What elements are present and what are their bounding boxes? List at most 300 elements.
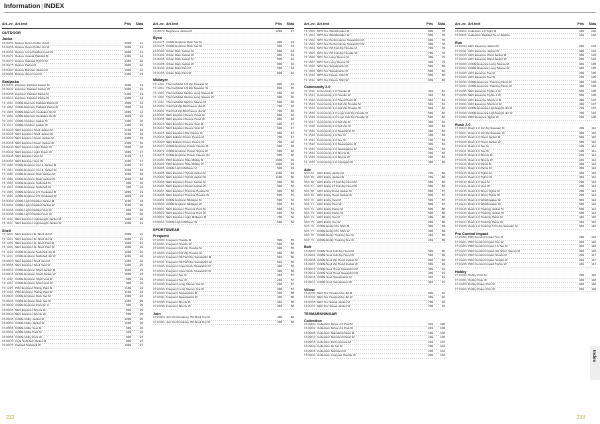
page-ref: 110 [591,126,596,131]
article-number: TF 1096 [2,194,13,199]
page-ref: 92 [441,295,445,300]
article-number: 1516405 [153,113,165,118]
article-text: Community 2.0 Hoodie M [317,89,351,93]
article-text: Frequent Long Sleeve Tee W [166,287,204,291]
article-text: Community 2.0 Sweatshirt M [317,129,355,133]
article-number: FT19031 [455,84,467,89]
price: 1299 [124,254,131,259]
article-text: CORE Explorer 2.5 Insulated M [15,190,57,194]
article-text: CORE Explorer Rain Set M [15,295,51,299]
article-number: 1516501 [153,206,165,211]
article-number: 1516195 [153,70,165,75]
article-number: 1516545 [2,316,14,321]
article-number: TF 1524 [304,106,315,111]
price: 1299 [124,172,131,177]
article-text: CORE Utility Jacket M [15,317,45,321]
article-number: FT19111 [455,148,467,153]
page-ref: 22 [139,249,143,254]
price: 1699 [124,145,131,150]
section-heading: Rush 2.0 [455,122,471,127]
article-text: CORE Explorer Shell Jacket M [15,268,56,272]
price: 599 [428,115,433,120]
header-price: Pris [577,22,584,26]
page-ref: 55 [290,250,294,255]
page-ref: 105 [591,70,596,75]
article-number: TF 1530 [304,133,315,138]
header-art-nr: Art.-nr. [455,22,467,26]
article-text: Collection Standard Panel W [317,336,355,340]
article-number: FT19026 [455,75,467,80]
section-heading: Shell [2,228,11,233]
price: 399 [579,97,584,102]
column-header-rule [2,28,143,29]
article-number: TF 1503 [304,41,315,46]
article-number: FT19150 [455,215,467,220]
price: 299 [579,75,584,80]
page-ref: 56 [290,255,294,260]
price: 699 [277,246,282,251]
article-text: CORE Explorer Softshell Jkt M [15,250,56,254]
page-ref: 20 [139,203,143,208]
article-text: NPV Tec HZ Full Zip Hoodie M [317,47,357,51]
page-ref: 26 [139,325,143,330]
page-ref: 84 [441,142,445,147]
column-header [304,14,445,27]
page-ref: 106 [591,84,596,89]
price: 599 [428,110,433,115]
article-text: Rush 2.0 Shorts M [468,154,493,158]
page-ref: 91 [441,275,445,280]
article-number: 1516575 [2,343,14,348]
page-ref: 110 [591,135,596,140]
page-ref: 55 [290,237,294,242]
column-header [153,14,294,27]
article-text: Rush 2.0 Windbreaker W [468,203,501,207]
page-ref: 57 [290,282,294,287]
page-ref: 80 [441,68,445,73]
page-ref: 13 [139,71,143,76]
article-number: FT18005 [153,246,165,251]
page-ref: 24 [139,289,143,294]
price: 1899 [124,189,131,194]
header-page: Sida [135,22,143,26]
price: 349 [277,304,282,309]
index-row [2,344,143,348]
article-text: CORE Soul Zip Hood Jacket W [317,263,358,267]
price: 349 [579,170,584,175]
article-number: TF 1522 [304,97,315,102]
article-text: CORE Explorer Shell Vest M [15,277,53,281]
article-text: CORE Element Insulated Jkt W [15,115,56,119]
page-ref: 92 [441,290,445,295]
page-ref: 83 [441,128,445,133]
page-ref: 111 [591,144,596,149]
price: 999 [277,193,282,198]
page-ref: 107 [591,106,596,111]
article-number: 1516482 [153,162,165,167]
article-number: FT19045 [455,106,467,111]
article-number: 1516488 [153,170,165,175]
article-text: Community 2.0 Hoodie W [317,94,351,98]
article-number: TF 1080 [2,163,13,168]
article-text: CORE Utility Jacket W [15,322,45,326]
price: 1299 [124,321,131,326]
index-row [304,79,445,83]
article-text: Rush 2.0 Tights M [468,171,492,175]
price: 599 [579,139,584,144]
article-number: 1516190 [153,66,165,71]
price: 2499 [124,167,131,172]
article-number: 1516565 [2,334,14,339]
page-ref: 89 [441,233,445,238]
article-number: 1516412 [153,126,165,131]
article-number: FT18026 [153,286,165,291]
article-number: TF 1533 [304,146,315,151]
page-ref: 57 [290,286,294,291]
price: 599 [428,206,433,211]
article-number: 1516178 [153,44,165,49]
price: 499 [428,271,433,276]
page-ref: 117 [591,253,596,258]
article-number: FT19110 [455,144,467,149]
index-column-3 [304,14,445,412]
page-ref: 23 [139,267,143,272]
article-number: FT19046 [455,110,467,115]
price: 2999 [124,236,131,241]
article-text: Urban Rain Jacket W [166,62,194,66]
index-row [2,222,143,226]
page-ref: 78 [441,41,445,46]
article-text: NPV Tec Windbreaker M [317,29,350,33]
page-ref: 87 [441,188,445,193]
article-number: FT19135 [455,188,467,193]
article-number: NKF 77 [304,228,314,233]
article-number: FT18035 [153,299,165,304]
article-text: Frequent Tee W [166,278,187,282]
article-number: FT18000 [153,237,165,242]
page-ref: 49 [290,162,294,167]
article-text: NEV Tec Sweat Jacket M [317,300,350,304]
price: 799 [277,108,282,113]
page-ref: 118 [591,273,596,278]
page-ref: 58 [290,295,294,300]
page-ref: 13 [139,91,143,96]
article-number: FT19016 [455,57,467,62]
section-heading: OUTDOOR [2,30,21,35]
page-ref: 90 [441,253,445,258]
article-number: 1516810 [304,335,316,340]
article-text: Urban Rain Jacket M [166,58,194,62]
article-text: PRO Explorer Hike Midlay M [166,158,204,162]
article-number: FT19025 [455,70,467,75]
page-ref: 88 [441,211,445,215]
price: 199 [579,148,584,153]
article-number: 1516263 [2,49,14,54]
article-number: 1516504 [153,219,165,224]
article-text: NEV Explorer Shell Vest W [15,264,51,268]
price: 499 [428,55,433,60]
page-ref: 21 [139,232,143,237]
price: 699 [277,95,282,100]
page-ref: 106 [591,93,596,98]
price: 699 [428,179,433,184]
page-ref: 27 [139,338,143,343]
header-price: Pris [124,22,131,26]
article-text: Rush 2.0 Training T-Fit Zip Sweater M [468,225,518,229]
page-ref: 83 [441,124,445,129]
article-number: FT19050 [455,115,467,120]
article-text: CORE Element Padded Parka W [15,106,59,110]
article-number: 1516600 [304,248,316,253]
page-ref: 116 [591,244,596,249]
page-ref: 114 [591,202,596,207]
article-number: 1516442 [2,149,14,154]
price: 1199 [124,158,131,163]
section-heading: Villow [304,287,315,292]
page-ref: 78 [441,28,445,33]
article-number: FT19131 [455,184,467,189]
article-text: CORE Explorer Softshell Jkt W [15,255,56,259]
article-text: Community 2.0 Tee M [317,134,346,138]
price: 2999 [124,63,131,68]
article-number: TF 1090 [2,180,13,185]
article-number: 1516185 [153,57,165,62]
page-ref: 52 [290,215,294,220]
index-column-1 [2,14,143,412]
price: 399 [579,166,584,171]
price: 2099 [124,87,131,92]
page-ref: 17 [139,163,143,168]
article-text: Rush 2.0 1/2 Zip Sweater M [468,127,505,131]
article-text: ADV Entity Hood Jacket W [317,194,352,198]
price: 1199 [275,170,282,175]
article-number: FT18036 [153,304,165,309]
article-text: NEV Explorer Shell Jacket W [15,132,54,136]
article-text: Rush 2.0 Short Tights W [468,194,500,198]
index-row [455,225,596,229]
page-ref: 16 [139,145,143,150]
article-text: PRO Control Impact Tee W [468,240,504,244]
article-number: 1516448 [2,154,14,159]
article-text: NEV Explorer Hybrid Jacket W [166,176,206,180]
article-text: Rush 2.0 Shorts W [468,158,493,162]
column-header [455,14,596,27]
price: 499 [277,268,282,273]
article-text: CORE Essence Long Sleeve M [468,62,509,66]
article-text: Rush 2.0 1/2 Zip Sweater W [468,131,505,135]
page-ref: 105 [591,75,596,80]
price: 599 [428,248,433,253]
article-number: 1516496 [153,184,165,189]
page-ref: 90 [441,262,445,267]
page-ref: 112 [591,170,596,175]
page-ref: 88 [441,219,445,224]
page-ref: 27 [139,334,143,339]
page-ref: 110 [591,130,596,135]
page-ref: 43 [290,53,294,57]
article-text: PRO Control Impact LS Tee M [468,245,508,249]
page-ref: 20 [139,216,143,221]
page-ref: 116 [591,248,596,253]
page-ref: 12 [139,58,143,63]
section-heading: Skaljacka [2,79,19,84]
price: 599 [277,99,282,104]
article-number: TF 1535 [304,155,315,160]
price: 2499 [124,58,131,63]
page-ref: 101 [440,348,445,353]
article-text: Urban Rain Jacket W [166,54,194,57]
page-ref: 100 [440,330,445,335]
article-text: CORE Explorer Softshell W [15,186,51,190]
price: 1999 [124,100,131,105]
article-text: PRO Explorer Hike Midlay W [166,163,204,167]
article-number: FT19011 [455,48,467,53]
header-art-text: Art.text [468,22,481,26]
article-number: TF 1305 [153,90,164,95]
article-number: TF 1206 [2,245,13,250]
article-number: TF 1071 [2,123,13,128]
page-ref: 107 [591,101,596,106]
price: 699 [277,148,282,153]
section-heading: Frequent [153,234,169,239]
price: 249 [579,257,584,262]
page-ref: 84 [441,146,445,151]
article-text: NPV Tec Windbreaker W [317,34,350,38]
price: 1099 [124,343,131,348]
article-text: ADV Entity LT Full Zip Hood M [317,180,357,184]
article-number: TF 1529 [304,128,315,133]
article-text: PRO Explorer Hiking Pant M [15,286,53,290]
price: 299 [277,282,282,287]
article-text: ADV Entity Jacket W [317,176,345,180]
article-text: ADV Essence Tee W [468,76,496,80]
price: 999 [277,179,282,184]
article-text: Community 2.0 Logo Full Zip Hoodie M [317,111,368,115]
article-number: FT19100 [455,126,467,131]
article-number: 1516525 [2,298,14,303]
page-ref: 83 [441,133,445,138]
article-number: 1516535 [2,307,14,312]
price: 1999 [124,241,131,245]
price: 599 [277,166,282,171]
page-ref: 113 [591,184,596,189]
article-text: NPV Tec Performance Sweatshirt M [317,38,364,42]
price: 999 [126,330,131,335]
article-text: Explorer Padded Parka W [15,97,49,101]
page-ref: 85 [441,159,445,164]
article-text: NEV Explorer Power Jacket W [166,185,206,189]
article-number: FT19146 [455,211,467,215]
article-number: 1516415 [153,130,165,135]
page-ref: 14 [139,100,143,105]
article-number: 1516408 [153,117,165,122]
article-number: 1516820 [304,344,316,349]
article-number: FT19120 [455,162,467,167]
price: 599 [428,202,433,207]
article-number: 1516271 [2,54,14,59]
price: 899 [428,193,433,198]
article-text: PRO Control Impact Singlet W [468,258,508,262]
page-ref: 45 [290,90,294,95]
article-text: Collection Performance M [317,340,351,344]
page-ref: 86 [441,179,445,184]
article-text: Community 2.0 Logo Full Zip Hoodie W [317,116,369,120]
price: 1999 [124,67,131,72]
header-page: Sida [437,22,445,26]
price: 999 [126,281,131,286]
price: 1999 [124,105,131,110]
section-heading: SPORTSWEAR [153,227,180,232]
page-ref: 46 [290,108,294,113]
article-number: TF 1501 [304,33,315,38]
article-text: Community 2.0 Cardigan W [317,160,354,164]
article-text: CORE Essence Training Pants M [468,80,512,84]
page-ref: 26 [139,321,143,326]
article-number: TF 1536 [304,159,315,164]
article-text: Hobby Polo M [468,274,487,278]
article-number: FT19140 [455,197,467,202]
page-ref: 13 [139,87,143,92]
article-text: Collection Fit Set M [317,345,343,349]
price: 1499 [124,123,131,128]
price: 1699 [124,114,131,119]
price: 349 [579,244,584,249]
price: 1499 [124,258,131,263]
page-ref: 45 [290,95,294,100]
article-text: Deluxe Padded Hybrid M [15,59,48,63]
page-ref: 58 [290,299,294,304]
price: 249 [579,157,584,162]
page-title [4,3,64,11]
page-ref: 80 [441,64,445,69]
article-text: Frequent Shorts M [166,300,191,304]
page-ref: 115 [591,219,596,224]
page-ref: 18 [139,180,143,185]
price: 1499 [124,118,131,123]
article-text: Rush 2.0 Training Jacket M [468,207,504,211]
page-ref: 100 [440,321,445,326]
index-row [455,288,596,292]
price: 299 [428,150,433,155]
index-row [153,72,294,76]
page-ref: 90 [441,257,445,262]
article-number: FT19015 [455,53,467,57]
price: 599 [428,68,433,73]
price: 699 [277,153,282,158]
price: 499 [579,84,584,89]
page-ref: 81 [441,101,445,106]
article-text: ADV Essence Shorts 2 M [468,98,502,102]
index-side-tab[interactable] [590,346,600,380]
price: 1499 [124,263,131,268]
price: 249 [428,339,433,344]
article-text: CORE Essence Long Sleeve W [468,67,510,71]
price: 499 [428,124,433,129]
price: 249 [579,153,584,158]
price: 599 [277,66,282,71]
price: 399 [579,273,584,278]
index-row [153,221,294,225]
page-ref: 92 [441,304,445,309]
article-text: NPV Tec Sweatpants M [317,65,348,69]
article-number: 1516485 [153,166,165,171]
page-ref: 79 [441,59,445,64]
article-text: Frequent HZ Half Zip Sweatshirt W [166,260,212,264]
page-ref: 17 [139,154,143,159]
price: 2499 [124,91,131,96]
article-number: 1516815 [304,339,316,344]
page-ref: 21 [139,241,143,245]
